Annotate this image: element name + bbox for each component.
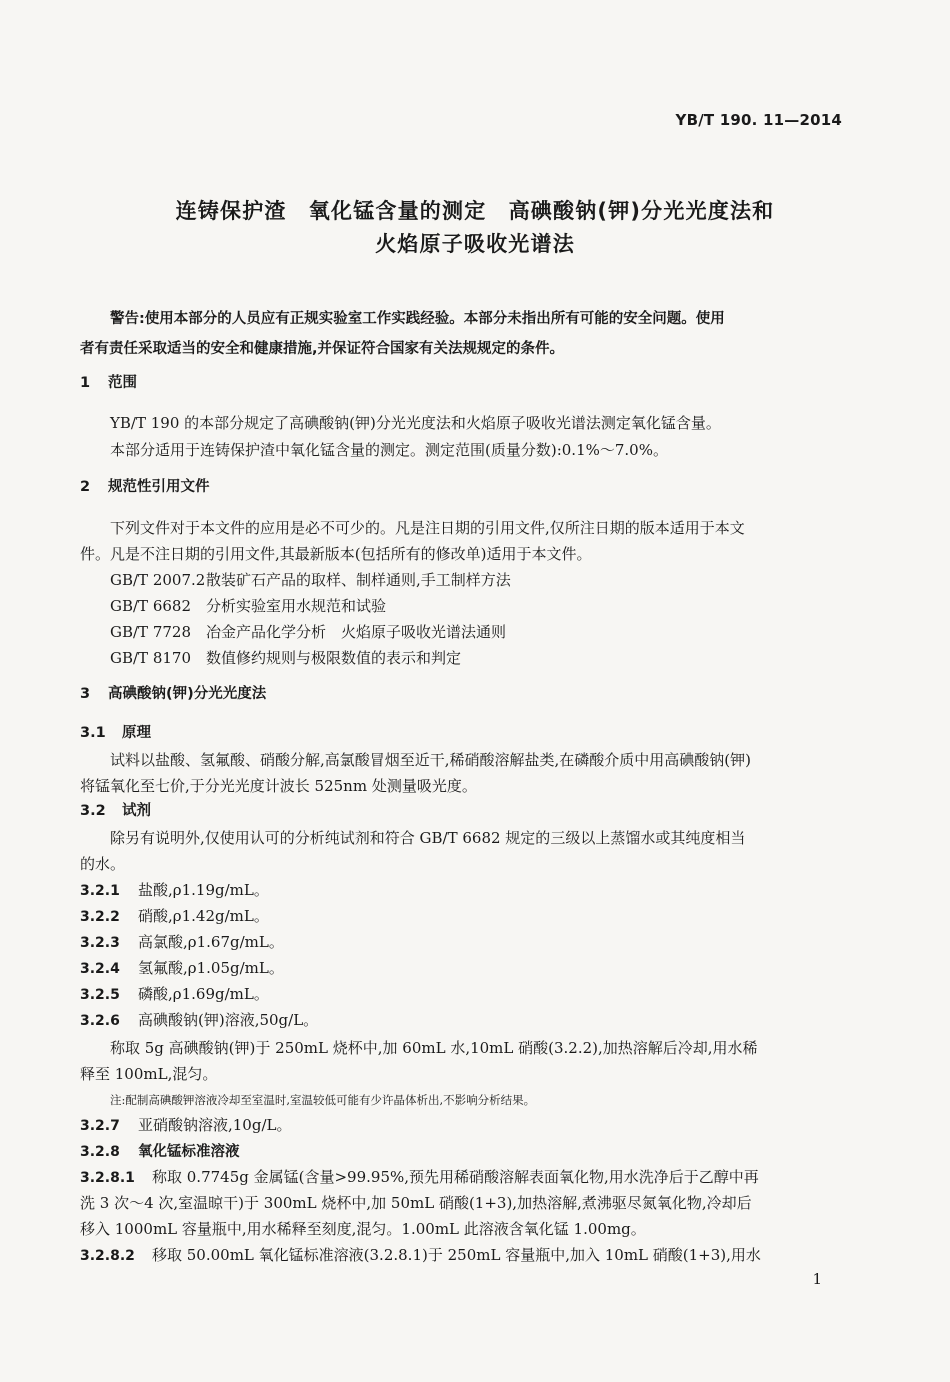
- reagent-3281-line-1: [80, 1164, 842, 1191]
- reagent-item: [80, 1007, 842, 1034]
- reference-item: [80, 619, 842, 645]
- reagent-text: 高碘酸钠(钾)溶液,50g/L。: [138, 1011, 319, 1029]
- section-2-heading: [80, 474, 842, 500]
- subsection-number: 3.1: [80, 725, 106, 741]
- note: 注:配制高碘酸钾溶液冷却至室温时,室温较低可能有少许晶体析出,不影响分析结果。: [110, 1093, 536, 1107]
- reference-code: GB/T 8170: [110, 649, 192, 667]
- section-2-paragraph-line-1: 下列文件对于本文件的应用是必不可少的。凡是注日期的引用文件,仅所注日期的版本适用于本文: [110, 519, 745, 537]
- section-1-paragraph-1: YB/T 190 的本部分规定了高碘酸钠(钾)分光光度法和火焰原子吸收光谱法测定氧化锰含量。: [110, 414, 721, 432]
- reagent-text: 亚硝酸钠溶液,10g/L。: [138, 1116, 292, 1134]
- reagent-item: [80, 903, 842, 930]
- subsection-3-2-heading: [80, 798, 842, 824]
- reagent-number: 3.2.4: [80, 961, 120, 977]
- reagent-text: 硝酸,ρ1.42g/mL。: [138, 907, 269, 925]
- section-1-heading: [80, 370, 842, 396]
- section-title: 高碘酸钠(钾)分光光度法: [108, 686, 267, 702]
- subsection-title: 原理: [122, 725, 151, 741]
- reagent-326-line-2: 释至 100mL,混匀。: [80, 1065, 218, 1083]
- reference-code: GB/T 7728: [110, 623, 192, 641]
- section-number: 1: [80, 375, 91, 391]
- reference-item: [80, 645, 842, 671]
- reagent-text: 称取 0.7745g 金属锰(含量>99.95%,预先用稀硝酸溶解表面氧化物,用水洗净后于乙醇中再: [152, 1168, 759, 1186]
- reagents-intro-line-2: 的水。: [80, 855, 126, 873]
- reference-code: GB/T 2007.2: [110, 571, 206, 589]
- reagent-item: [80, 955, 842, 982]
- reagent-text: 氧化锰标准溶液: [138, 1144, 240, 1160]
- reagent-number: 3.2.3: [80, 935, 120, 951]
- reagent-item: [80, 1138, 842, 1165]
- reference-title: 冶金产品化学分析 火焰原子吸收光谱法通则: [206, 623, 507, 641]
- reagent-text: 高氯酸,ρ1.67g/mL。: [138, 933, 284, 951]
- reference-item: [80, 593, 842, 619]
- reference-title: 数值修约规则与极限数值的表示和判定: [206, 649, 462, 667]
- subsection-3-1-heading: [80, 720, 842, 746]
- reagent-326-line-1: 称取 5g 高碘酸钠(钾)于 250mL 烧杯中,加 60mL 水,10mL 硝酸(3.2.2),加热溶解后冷却,用水稀: [110, 1039, 758, 1057]
- reagent-item: [80, 877, 842, 904]
- section-title: 范围: [108, 375, 137, 391]
- document-title-line-2: 火焰原子吸收光谱法: [375, 232, 575, 256]
- reagents-intro-line-1: 除另有说明外,仅使用认可的分析纯试剂和符合 GB/T 6682 规定的三级以上蒸馏水或其纯度相当: [110, 829, 746, 847]
- principle-line-2: 将锰氧化至七价,于分光光度计波长 525nm 处测量吸光度。: [80, 777, 477, 795]
- reagent-number: 3.2.1: [80, 883, 120, 899]
- reagent-text: 磷酸,ρ1.69g/mL。: [138, 985, 269, 1003]
- reference-title: 分析实验室用水规范和试验: [206, 597, 387, 615]
- reagent-number: 3.2.8.2: [80, 1248, 135, 1264]
- principle-line-1: 试料以盐酸、氢氟酸、硝酸分解,高氯酸冒烟至近干,稀硝酸溶解盐类,在磷酸介质中用高碘酸钠(钾): [110, 751, 752, 769]
- section-number: 2: [80, 479, 91, 495]
- reagent-text: 移取 50.00mL 氧化锰标准溶液(3.2.8.1)于 250mL 容量瓶中,加入 10mL 硝酸(1+3),用水: [152, 1246, 761, 1264]
- reagent-number: 3.2.7: [80, 1118, 120, 1134]
- section-1-paragraph-2: 本部分适用于连铸保护渣中氧化锰含量的测定。测定范围(质量分数):0.1%～7.0%。: [110, 441, 668, 459]
- reagent-number: 3.2.8.1: [80, 1170, 135, 1186]
- reagent-item: [80, 1112, 842, 1139]
- reagent-item: [80, 929, 842, 956]
- reagent-3281-line-3: 移入 1000mL 容量瓶中,用水稀释至刻度,混匀。1.00mL 此溶液含氧化锰 1.00mg。: [80, 1220, 646, 1238]
- section-title: 规范性引用文件: [108, 479, 210, 495]
- reagent-item: [80, 981, 842, 1008]
- warning-line-2: 者有责任采取适当的安全和健康措施,并保证符合国家有关法规规定的条件。: [80, 341, 565, 357]
- warning-line-1: 警告:使用本部分的人员应有正规实验室工作实践经验。本部分未指出所有可能的安全问题。使用: [110, 311, 725, 327]
- reference-item: [80, 567, 842, 593]
- reagent-number: 3.2.2: [80, 909, 120, 925]
- reagent-text: 盐酸,ρ1.19g/mL。: [138, 881, 269, 899]
- page-number: 1: [812, 1270, 822, 1288]
- reagent-3281-line-2: 洗 3 次～4 次,室温晾干)于 300mL 烧杯中,加 50mL 硝酸(1+3),加热溶解,煮沸驱尽氮氧化物,冷却后: [80, 1194, 752, 1212]
- reagent-3282-line-1: [80, 1242, 842, 1269]
- document-title-line-1: 连铸保护渣 氧化锰含量的测定 高碘酸钠(钾)分光光度法和: [175, 199, 775, 223]
- subsection-title: 试剂: [122, 803, 151, 819]
- reference-code: GB/T 6682: [110, 597, 192, 615]
- subsection-number: 3.2: [80, 803, 106, 819]
- reagent-number: 3.2.5: [80, 987, 120, 1003]
- standard-code: YB/T 190. 11—2014: [675, 111, 842, 129]
- reagent-number: 3.2.8: [80, 1144, 120, 1160]
- section-3-heading: [80, 681, 842, 707]
- reagent-text: 氢氟酸,ρ1.05g/mL。: [138, 959, 284, 977]
- section-number: 3: [80, 686, 91, 702]
- reagent-number: 3.2.6: [80, 1013, 120, 1029]
- section-2-paragraph-line-2: 件。凡是不注日期的引用文件,其最新版本(包括所有的修改单)适用于本文件。: [80, 545, 592, 563]
- reference-title: 散装矿石产品的取样、制样通则,手工制样方法: [206, 571, 511, 589]
